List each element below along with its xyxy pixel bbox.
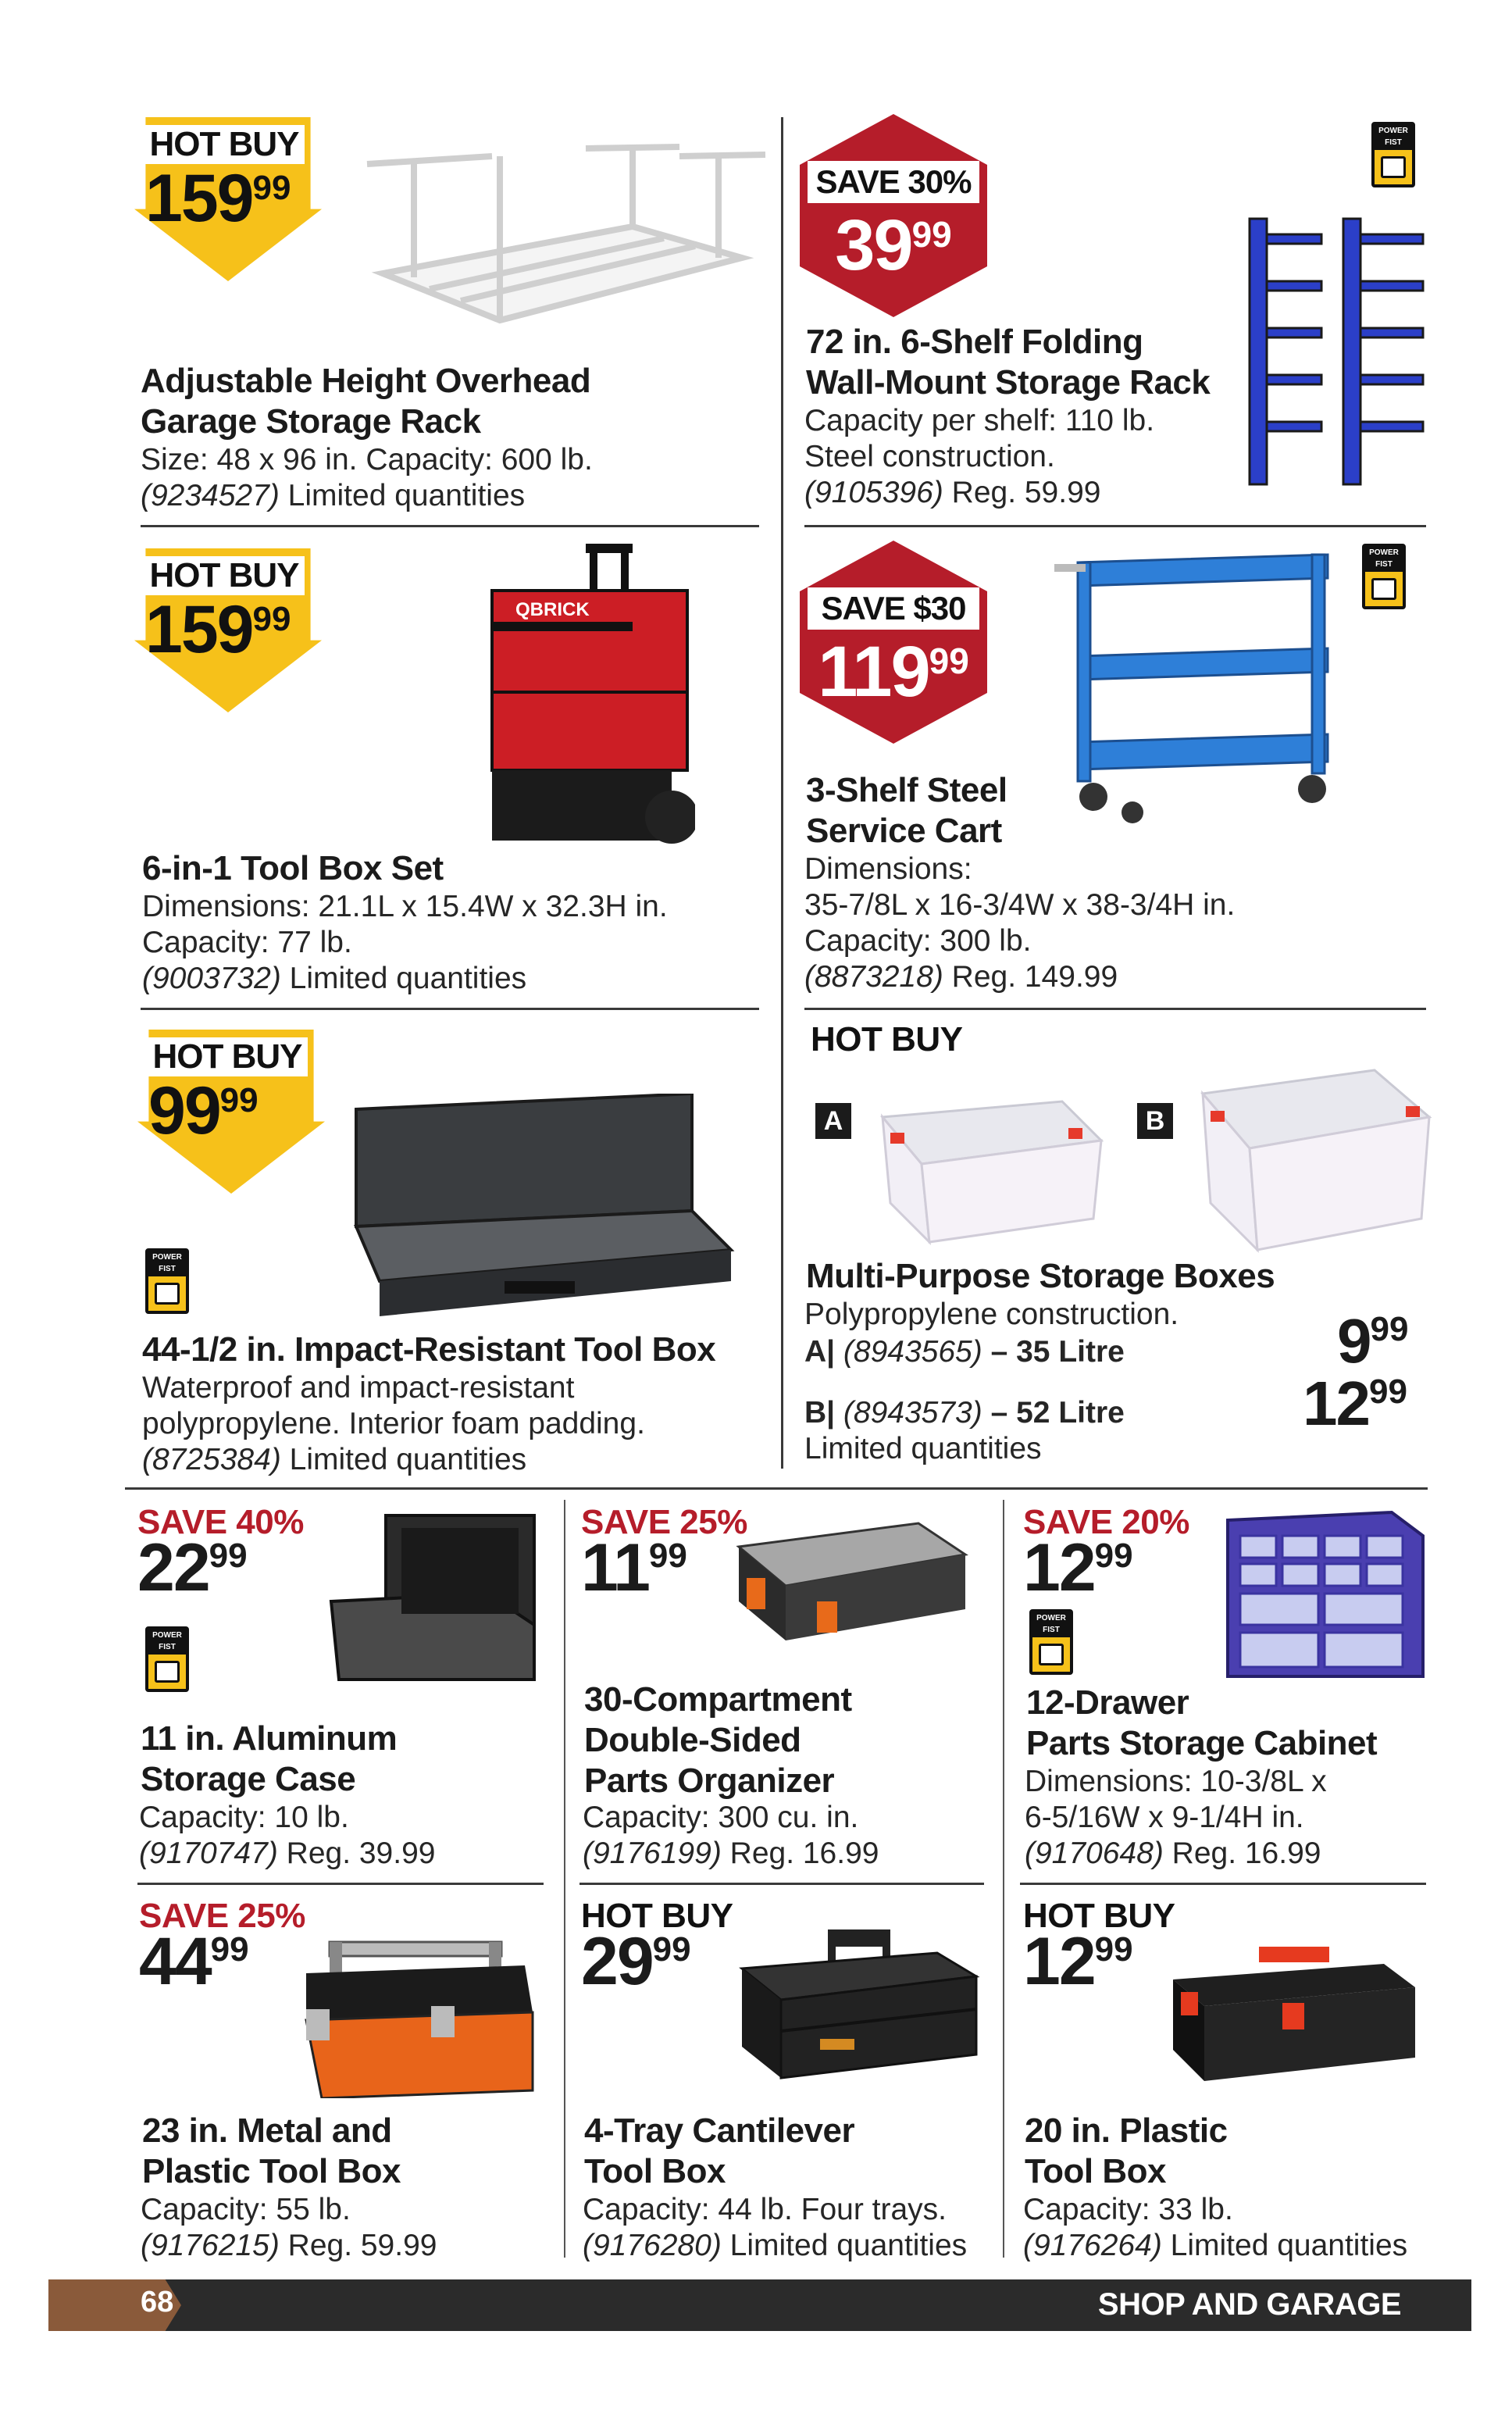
service-cart-image bbox=[1054, 547, 1343, 828]
product-details: Size: 48 x 96 in. Capacity: 600 lb. (9234527) Limited quantities bbox=[141, 443, 593, 512]
power-fist-logo-icon: POWER FIST bbox=[145, 1626, 189, 1692]
product-details: Dimensions: 21.1L x 15.4W x 32.3H in. Capacity: 77 lb. (9003732) Limited quantities bbox=[142, 890, 668, 995]
column-divider-top bbox=[781, 117, 783, 1469]
save-badge: SAVE $30 $119^{99}$ bbox=[800, 541, 987, 744]
tool-box-set-image bbox=[484, 544, 695, 848]
product-title: Multi-Purpose Storage Boxes bbox=[806, 1257, 1275, 1295]
storage-box-b-image bbox=[1187, 1062, 1437, 1258]
power-fist-logo-icon: POWER FIST bbox=[1029, 1609, 1073, 1675]
save-label: SAVE 40% bbox=[137, 1503, 304, 1541]
hot-buy-label: HOT BUY bbox=[811, 1020, 963, 1058]
price: $44^{99}$ bbox=[139, 1924, 249, 1999]
impact-tool-box-image bbox=[348, 1094, 739, 1320]
row-divider bbox=[141, 525, 759, 527]
cantilever-tool-box-image bbox=[734, 1922, 984, 2086]
drawer-cabinet-image bbox=[1212, 1505, 1431, 1684]
svg-text:QBRICK: QBRICK bbox=[515, 599, 590, 620]
price: $12^{99}$ bbox=[1023, 1924, 1133, 1999]
hot-buy-badge: HOT BUY $159^{99}$ bbox=[134, 548, 322, 712]
row-divider bbox=[1020, 1883, 1426, 1885]
product-details: Capacity: 10 lb. (9170747) Reg. 39.99 bbox=[139, 1801, 436, 1870]
save-badge: SAVE 30% $39^{99}$ bbox=[800, 114, 987, 317]
product-title: 11 in. Aluminum Storage Case bbox=[141, 1719, 398, 1798]
row-divider bbox=[141, 1008, 759, 1010]
product-title: 72 in. 6-Shelf Folding Wall-Mount Storage Rack bbox=[806, 323, 1211, 402]
product-title: 6-in-1 Tool Box Set bbox=[142, 849, 444, 887]
product-details: Dimensions: 35-7/8L x 16-3/4W x 38-3/4H in. Capacity: 300 lb. (8873218) Reg. 149.99 bbox=[804, 852, 1236, 994]
aluminum-case-image bbox=[323, 1508, 542, 1695]
save-label: SAVE 20% bbox=[1023, 1503, 1189, 1541]
metal-plastic-tool-box-image bbox=[298, 1934, 540, 2098]
row-divider bbox=[579, 1883, 984, 1885]
product-details: Capacity: 33 lb. (9176264) Limited quantities bbox=[1023, 2193, 1408, 2262]
price: $12^{99}$ bbox=[1023, 1530, 1133, 1605]
save-label: SAVE 25% bbox=[139, 1897, 305, 1935]
column-divider bbox=[1003, 1500, 1004, 2258]
power-fist-logo-icon: POWER FIST bbox=[1362, 544, 1406, 609]
product-title: 3-Shelf Steel Service Cart bbox=[806, 771, 1007, 850]
hot-buy-label: HOT BUY bbox=[581, 1897, 733, 1935]
plastic-tool-box-image bbox=[1165, 1940, 1423, 2089]
power-fist-logo-icon: POWER FIST bbox=[1371, 122, 1415, 187]
section-title: SHOP AND GARAGE bbox=[1097, 2287, 1401, 2322]
row-divider bbox=[804, 525, 1426, 527]
hot-buy-badge: HOT BUY $99^{99}$ bbox=[137, 1030, 325, 1194]
variant-tag-a: A bbox=[815, 1103, 851, 1139]
storage-box-a-image bbox=[867, 1094, 1117, 1250]
product-title: 23 in. Metal and Plastic Tool Box bbox=[142, 2112, 401, 2190]
variant-tag-b: B bbox=[1137, 1103, 1173, 1139]
product-details: Capacity: 300 cu. in. (9176199) Reg. 16.99 bbox=[583, 1801, 879, 1870]
hot-buy-label: HOT BUY bbox=[1023, 1897, 1175, 1935]
product-title: 20 in. Plastic Tool Box bbox=[1025, 2112, 1228, 2190]
save-label: SAVE 25% bbox=[581, 1503, 747, 1541]
product-details: Capacity: 55 lb. (9176215) Reg. 59.99 bbox=[141, 2193, 437, 2262]
wall-mount-rack-image bbox=[1234, 211, 1437, 492]
product-details: Capacity: 44 lb. Four trays. (9176280) Limited quantities bbox=[583, 2193, 968, 2262]
row-divider bbox=[804, 1008, 1426, 1010]
price: $29^{99}$ bbox=[581, 1924, 691, 1999]
column-divider bbox=[564, 1500, 565, 2258]
price-a: $9^{99}$ bbox=[1337, 1306, 1409, 1376]
product-title: 12-Drawer Parts Storage Cabinet bbox=[1026, 1683, 1378, 1762]
price-b: $12^{99}$ bbox=[1303, 1369, 1407, 1438]
product-details: Dimensions: 10-3/8L x 6-5/16W x 9-1/4H in. (9170648) Reg. 16.99 bbox=[1025, 1765, 1327, 1870]
product-title: Adjustable Height Overhead Garage Storage Rack bbox=[141, 362, 591, 441]
page-footer bbox=[48, 2279, 1471, 2331]
parts-organizer-image bbox=[731, 1515, 973, 1648]
power-fist-logo-icon: POWER FIST bbox=[145, 1248, 189, 1314]
section-divider bbox=[125, 1487, 1428, 1490]
overhead-rack-image bbox=[351, 141, 773, 344]
product-title: 4-Tray Cantilever Tool Box bbox=[584, 2112, 855, 2190]
price: $11^{99}$ bbox=[581, 1530, 687, 1605]
product-title: 44-1/2 in. Impact-Resistant Tool Box bbox=[142, 1330, 716, 1369]
price: $22^{99}$ bbox=[137, 1530, 248, 1605]
page-number: 68 bbox=[141, 2286, 174, 2319]
product-details: Waterproof and impact-resistant polypropylene. Interior foam padding. (8725384) Limited quantities bbox=[142, 1371, 645, 1476]
product-details: Polypropylene construction. A| (8943565) – 35 Litre B| (8943573) – 52 Litre Limited quantities bbox=[804, 1298, 1179, 1465]
product-title: 30-Compartment Double-Sided Parts Organizer bbox=[584, 1680, 852, 1800]
product-details: Capacity per shelf: 110 lb. Steel construction. (9105396) Reg. 59.99 bbox=[804, 404, 1155, 509]
hot-buy-badge: HOT BUY $159^{99}$ bbox=[134, 117, 322, 281]
row-divider bbox=[137, 1883, 544, 1885]
